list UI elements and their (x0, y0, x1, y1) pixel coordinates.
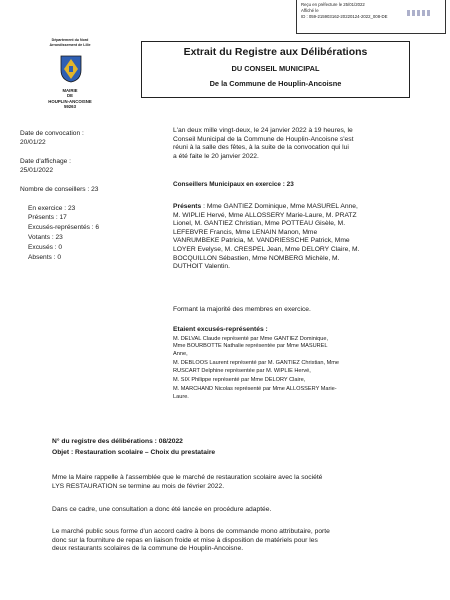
convocation-date: 20/01/22 (20, 139, 46, 146)
excuses-line: RUSCART Delphine représentée par M. WIPLIE Hervé, (173, 367, 311, 374)
presents-line: M. WIPLIE Hervé, Mme ALLOSSERY Marie-Laure, M. PRATZ (173, 211, 357, 219)
presents-line: : Mme GANTIEZ Dominique, Mme MASUREL Anne, (201, 203, 358, 210)
presents-line: LEFEBVRE Francis, Mme LENAIN Manon, Mme (173, 228, 318, 236)
paragraph-line: LYS RESTAURATION se termine au mois de février 2022. (52, 482, 225, 490)
paragraph-line: Mme la Maire rappelle à l'assemblée que le marché de restauration scolaire avec la société (52, 474, 323, 481)
presents-line: DUTHOIT Valentin. (173, 263, 230, 271)
affichage-date: 25/01/2022 (20, 167, 54, 174)
title-box (141, 41, 410, 98)
excuses-line: Mme BOURBOTTE Nathalie représentée par Mme MASUREL (173, 343, 328, 350)
stamp-line-received: Reçu en préfecture le 25/01/2022 (301, 2, 365, 7)
excuses-line: Anne, (173, 350, 188, 357)
objet-line: Objet : Restauration scolaire – Choix du prestataire (52, 449, 216, 456)
intro-line: Conseil Municipal de la Commune de Houplin-Ancoisne s'est (173, 135, 354, 143)
stat-excuses-representes: Excusés-représentés : 6 (28, 224, 100, 231)
intro-line: a été faite le 20 janvier 2022. (173, 152, 259, 160)
excuses-line: M. SIX Philippe représenté par Mme DELORY Claire, (173, 377, 306, 384)
stat-presents: Présents : 17 (28, 214, 67, 221)
logo-caption-line: DE (67, 93, 73, 99)
presents-line: LOYER Evelyse, M. CRESPEL Jean, Mme DELORY Claire, M. (173, 245, 360, 253)
convocation-label: Date de convocation : (20, 130, 84, 137)
presents-label: Présents (173, 203, 202, 210)
logo-caption-line: HOUPLIN-ANCOISNE (48, 98, 92, 104)
paragraph-consultation: Dans ce cadre, une consultation a donc été lancée en procédure adaptée. (52, 506, 272, 513)
logo-header (30, 38, 110, 47)
presents-line: Lionel, M. GANTIEZ Christian, Mme POTTEAU Gisèle, M. (173, 220, 346, 228)
conseillers-count: Nombre de conseillers : 23 (20, 186, 99, 193)
excuses-line: Laure. (173, 393, 189, 400)
logo-caption-line: 59263 (64, 104, 76, 110)
intro-line: L'an deux mille vingt-deux, le 24 janvier 2022 à 19 heures, le (173, 127, 353, 134)
logo-caption-line: MAIRIE (62, 88, 78, 93)
excuses-list (173, 336, 445, 401)
paragraph-marche (52, 528, 444, 554)
intro-line: réuni à la salle des fêtes, à la suite de la convocation qui lui (173, 144, 349, 152)
majorite-line: Formant la majorité des membres en exercice. (173, 306, 311, 313)
stamp-scribble-icon (407, 10, 431, 16)
excuses-line: M. MARCHAND Nicolas représenté par Mme ALLOSSERY Marie- (173, 386, 337, 393)
stat-absents: Absents : 0 (28, 254, 61, 261)
affichage-label: Date d'affichage : (20, 158, 71, 165)
stat-votants: Votants : 23 (28, 234, 63, 241)
presents-list (173, 203, 443, 272)
stat-excuses: Excusés : 0 (28, 244, 63, 251)
prefecture-stamp (296, 0, 446, 34)
logo-caption (30, 88, 110, 110)
presents-line: VANRUMBEKE Patricia, M. VANDRIESSCHE Patrick, Mme (173, 237, 350, 245)
stamp-line-id: ID : 059-215903162-20220124-2022_008-DE (301, 14, 388, 20)
document-subtitle: DU CONSEIL MUNICIPAL (231, 64, 320, 73)
paragraph-line: donc sur la fourniture de repas en liaison froide et mise à disposition de matériels pour les (52, 536, 318, 544)
registre-number: N° du registre des délibérations : 08/2022 (52, 438, 183, 445)
intro-paragraph (173, 127, 438, 161)
excuses-line: M. DEBLOOS Laurent représenté par M. GANTIEZ Christian, Mme (173, 360, 340, 367)
paragraph-line: Le marché public sous forme d'un accord cadre à bons de commande mono attributaire, porte (52, 528, 330, 535)
commune-name: De la Commune de Houplin-Ancoisne (209, 79, 342, 88)
paragraph-line: deux restaurants scolaires de la commune de Houplin-Ancoisne. (52, 545, 244, 553)
stat-exercice: En exercice : 23 (28, 205, 76, 212)
conseillers-exercice: Conseillers Municipaux en exercice : 23 (173, 181, 294, 188)
document-title: Extrait du Registre aux Délibérations (183, 46, 368, 58)
logo-top-line: Arrondissement de Lille (49, 42, 91, 47)
paragraph-rappel (52, 474, 444, 491)
excuses-label: Etaient excusés-représentés : (173, 326, 268, 333)
presents-line: BOCQUILLON Sébastien, Mme NOMBERG Michèle, M. (173, 254, 340, 262)
stamp-line-posted: Affiché le (301, 8, 319, 14)
excuses-line: M. DELVAL Claude représenté par Mme GANTIEZ Dominique, (173, 336, 329, 342)
coat-of-arms-icon (60, 55, 82, 83)
logo-top-line: Département du Nord (51, 38, 89, 42)
